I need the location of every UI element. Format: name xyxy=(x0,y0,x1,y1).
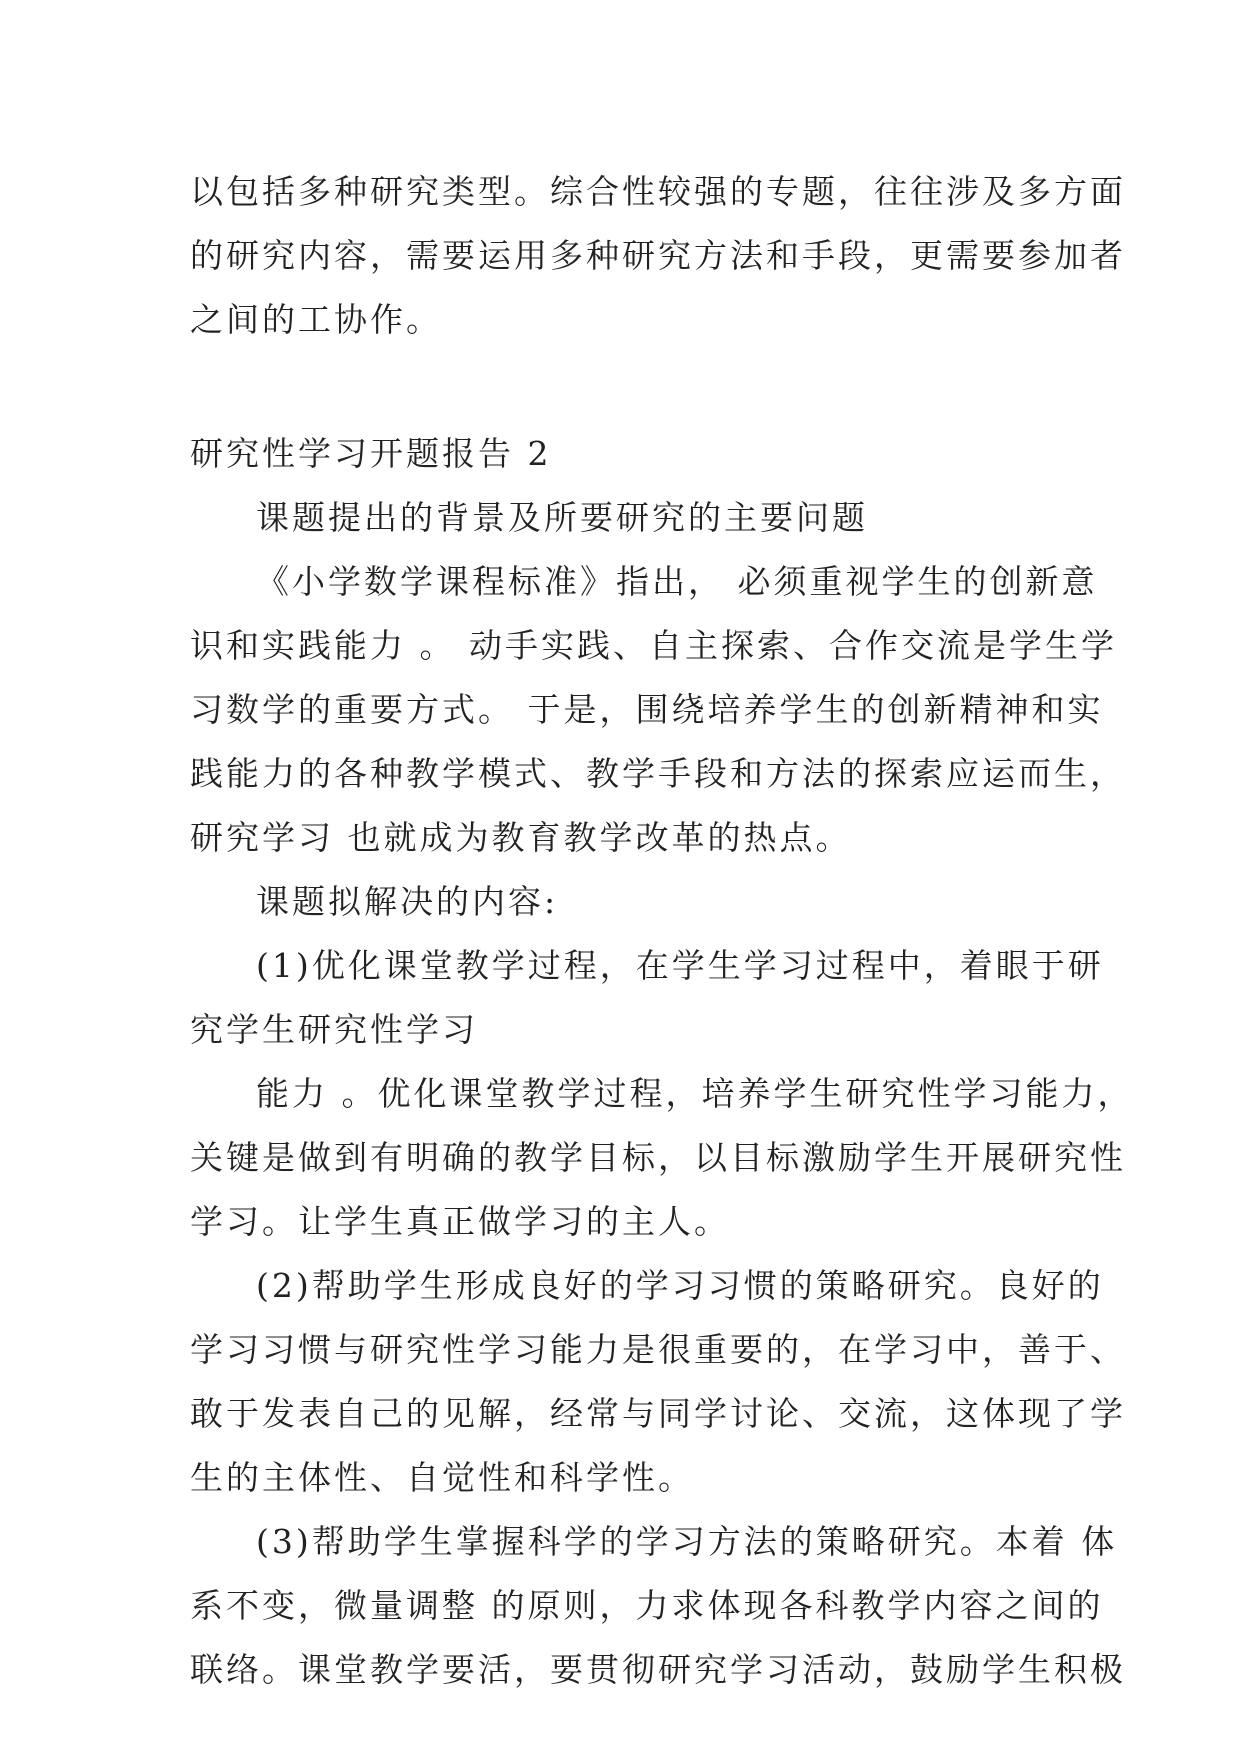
text-line: 联络。课堂教学要活，要贯彻研究学习活动，鼓励学生积极 xyxy=(190,1650,1126,1689)
text-line: 能力 。优化课堂教学过程，培养学生研究性学习能力， xyxy=(256,1074,1134,1113)
text-line: 识和实践能力 。 动手实践、自主探索、合作交流是学生学 xyxy=(190,626,1117,665)
text-line: 之间的工协作。 xyxy=(190,300,442,339)
text-line: 《小学数学课程标准》指出， 必须重视学生的创新意 xyxy=(256,562,1098,601)
text-line: 践能力的各种教学模式、教学手段和方法的探索应运而生， xyxy=(190,754,1126,793)
text-line: 以包括多种研究类型。综合性较强的专题，往往涉及多方面 xyxy=(190,172,1126,211)
text-line: 学习。让学生真正做学习的主人。 xyxy=(190,1202,730,1241)
item-3 xyxy=(190,1510,1126,1702)
text-line: 系不变，微量调整 的原则，力求体现各科教学内容之间的 xyxy=(190,1586,1104,1625)
item-1-title xyxy=(190,934,1104,1062)
background-paragraph xyxy=(190,550,1126,870)
text-line: (2)帮助学生形成良好的学习习惯的策略研究。良好的 xyxy=(256,1266,1104,1305)
content-label: 课题拟解决的内容: xyxy=(256,882,559,921)
text-line: 生的主体性、自觉性和科学性。 xyxy=(190,1458,694,1497)
text-line: 敢于发表自己的见解，经常与同学讨论、交流，这体现了学 xyxy=(190,1394,1126,1433)
item-2 xyxy=(190,1254,1126,1510)
text-line: (1)优化课堂教学过程，在学生学习过程中，着眼于研 xyxy=(256,946,1104,985)
document-body xyxy=(190,160,1134,1702)
item-1-body xyxy=(190,1062,1134,1254)
intro-paragraph xyxy=(190,160,1126,352)
paragraph-spacer xyxy=(190,352,1070,422)
text-line: (3)帮助学生掌握科学的学习方法的策略研究。本着 体 xyxy=(256,1522,1118,1561)
text-line: 关键是做到有明确的教学目标，以目标激励学生开展研究性 xyxy=(190,1138,1126,1177)
text-line: 究学生研究性学习 xyxy=(190,1010,478,1049)
section-title: 研究性学习开题报告 2 xyxy=(190,434,552,473)
text-line: 学习习惯与研究性学习能力是很重要的，在学习中，善于、 xyxy=(190,1330,1126,1369)
text-line: 习数学的重要方式。 于是，围绕培养学生的创新精神和实 xyxy=(190,690,1104,729)
text-line: 研究学习 也就成为教育教学改革的热点。 xyxy=(190,818,852,857)
subheading: 课题提出的背景及所要研究的主要问题 xyxy=(256,498,868,537)
text-line: 的研究内容，需要运用多种研究方法和手段，更需要参加者 xyxy=(190,236,1126,275)
